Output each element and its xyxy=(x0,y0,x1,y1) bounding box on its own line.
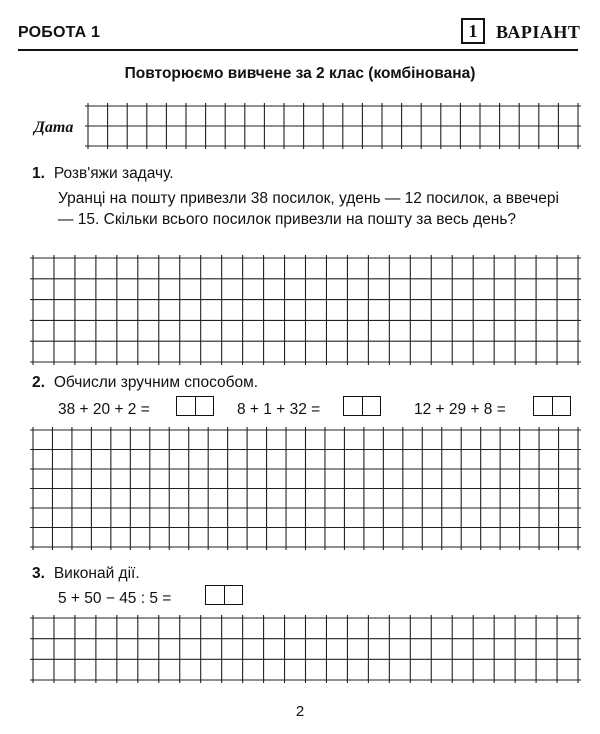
variant-number-box: 1 xyxy=(461,18,485,44)
task-1-title: Розв'яжи задачу. xyxy=(53,165,174,182)
task-2-number: 2. xyxy=(32,374,45,391)
task-3-heading xyxy=(32,565,140,583)
task-2-answer-box-1[interactable] xyxy=(176,396,214,416)
task-2-expression-2: 8 + 1 + 32 = xyxy=(237,401,321,418)
page-number: 2 xyxy=(295,703,305,720)
header-divider xyxy=(18,49,578,51)
task-2-heading xyxy=(32,374,258,392)
task-1-number: 1. xyxy=(32,165,45,182)
task-2-title: Обчисли зручним способом. xyxy=(53,374,259,391)
task-2-expression-3: 12 + 29 + 8 = xyxy=(414,401,506,418)
work-title: РОБОТА 1 xyxy=(18,24,101,41)
task-1-problem-text: Уранці на пошту привезли 38 посилок, удень — 12 посилок, а ввечері — 15. Скільки всього посилок привезли на пошту за весь день? xyxy=(58,190,559,228)
task-2-expression-1: 38 + 20 + 2 = xyxy=(58,401,150,418)
task-3-title: Виконай дії. xyxy=(53,565,140,582)
task-1-heading xyxy=(32,165,174,183)
page-subtitle: Повторюємо вивчене за 2 клас (комбінована) xyxy=(124,65,476,82)
task-2-answer-box-2[interactable] xyxy=(343,396,381,416)
task-3-expression-1: 5 + 50 − 45 : 5 = xyxy=(58,590,172,607)
date-label: Дата xyxy=(34,119,74,136)
task-3-answer-box[interactable] xyxy=(205,585,243,605)
task-3-number: 3. xyxy=(32,565,45,582)
variant-label: ВАРІАНТ xyxy=(496,22,581,42)
task-2-answer-box-3[interactable] xyxy=(533,396,571,416)
